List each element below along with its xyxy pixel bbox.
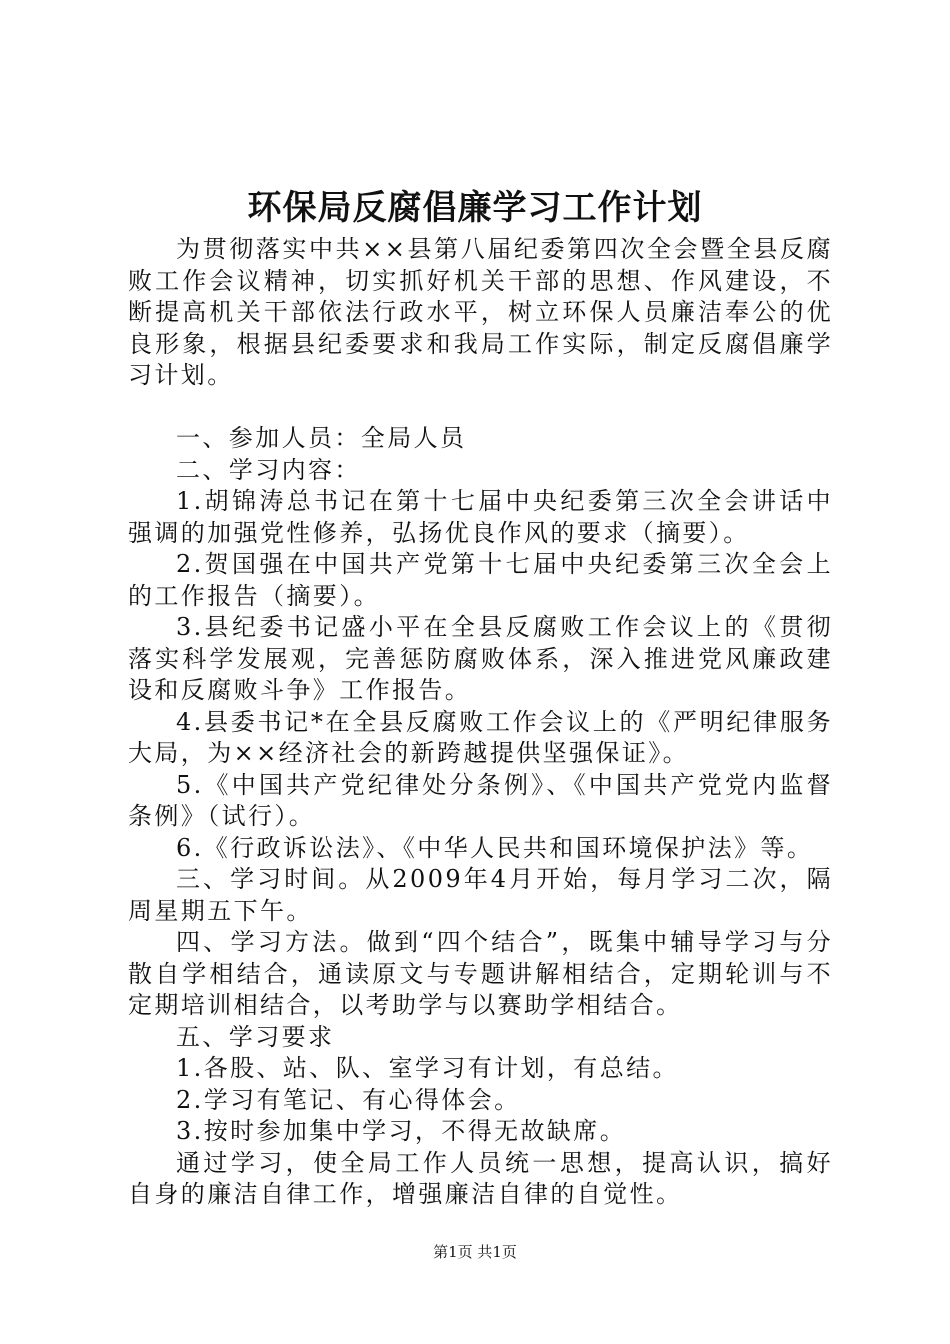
- section-methods: 四、学习方法。做到“四个结合”，既集中辅导学习与分散自学相结合，通读原文与专题讲解相结合，定期轮训与不定期培训相结合，以考助学与以赛助学相结合。: [128, 928, 833, 1019]
- section-content-heading: 二、学习内容：: [176, 455, 361, 484]
- requirement-item: 3.按时参加集中学习，不得无故缺席。: [176, 1117, 627, 1145]
- paragraph-spacer: [128, 392, 833, 424]
- section-requirements-heading: 五、学习要求: [176, 1022, 335, 1051]
- content-item: 5.《中国共产党纪律处分条例》、《中国共产党党内监督条例》（试行）。: [128, 770, 833, 830]
- document-title: 环保局反腐倡廉学习工作计划: [247, 188, 703, 228]
- section-schedule: 三、学习时间。从2009年4月开始，每月学习二次，隔周星期五下午。: [128, 865, 833, 925]
- requirement-item: 2.学习有笔记、有心得体会。: [176, 1085, 521, 1114]
- section-participants: 一、参加人员：全局人员: [176, 424, 467, 452]
- content-item: 4.县委书记*在全县反腐败工作会议上的《严明纪律服务大局，为××经济社会的新跨越提供坚强保证》。: [128, 707, 833, 767]
- content-item: 1.胡锦涛总书记在第十七届中央纪委第三次全会讲话中强调的加强党性修养，弘扬优良作风的要求（摘要）。: [128, 487, 833, 547]
- content-item: 6.《行政诉讼法》、《中华人民共和国环境保护法》等。: [176, 833, 814, 862]
- content-item: 3.县纪委书记盛小平在全县反腐败工作会议上的《贯彻落实科学发展观，完善惩防腐败体系，深入推进党风廉政建设和反腐败斗争》工作报告。: [128, 613, 833, 704]
- conclusion-paragraph: 通过学习，使全局工作人员统一思想，提高认识，搞好自身的廉洁自律工作，增强廉洁自律的自觉性。: [128, 1148, 833, 1208]
- page-number-footer: 第1页 共1页: [433, 1243, 517, 1261]
- requirement-item: 1.各股、站、队、室学习有计划，有总结。: [176, 1054, 679, 1082]
- intro-paragraph: 为贯彻落实中共××县第八届纪委第四次全会暨全县反腐败工作会议精神，切实抓好机关干部的思想、作风建设，不断提高机关干部依法行政水平，树立环保人员廉洁奉公的优良形象，根据县纪委要求和我局工作实际，制定反腐倡廉学习计划。: [128, 235, 833, 389]
- document-body: [128, 234, 833, 1211]
- content-item: 2.贺国强在中国共产党第十七届中央纪委第三次全会上的工作报告（摘要）。: [128, 550, 833, 610]
